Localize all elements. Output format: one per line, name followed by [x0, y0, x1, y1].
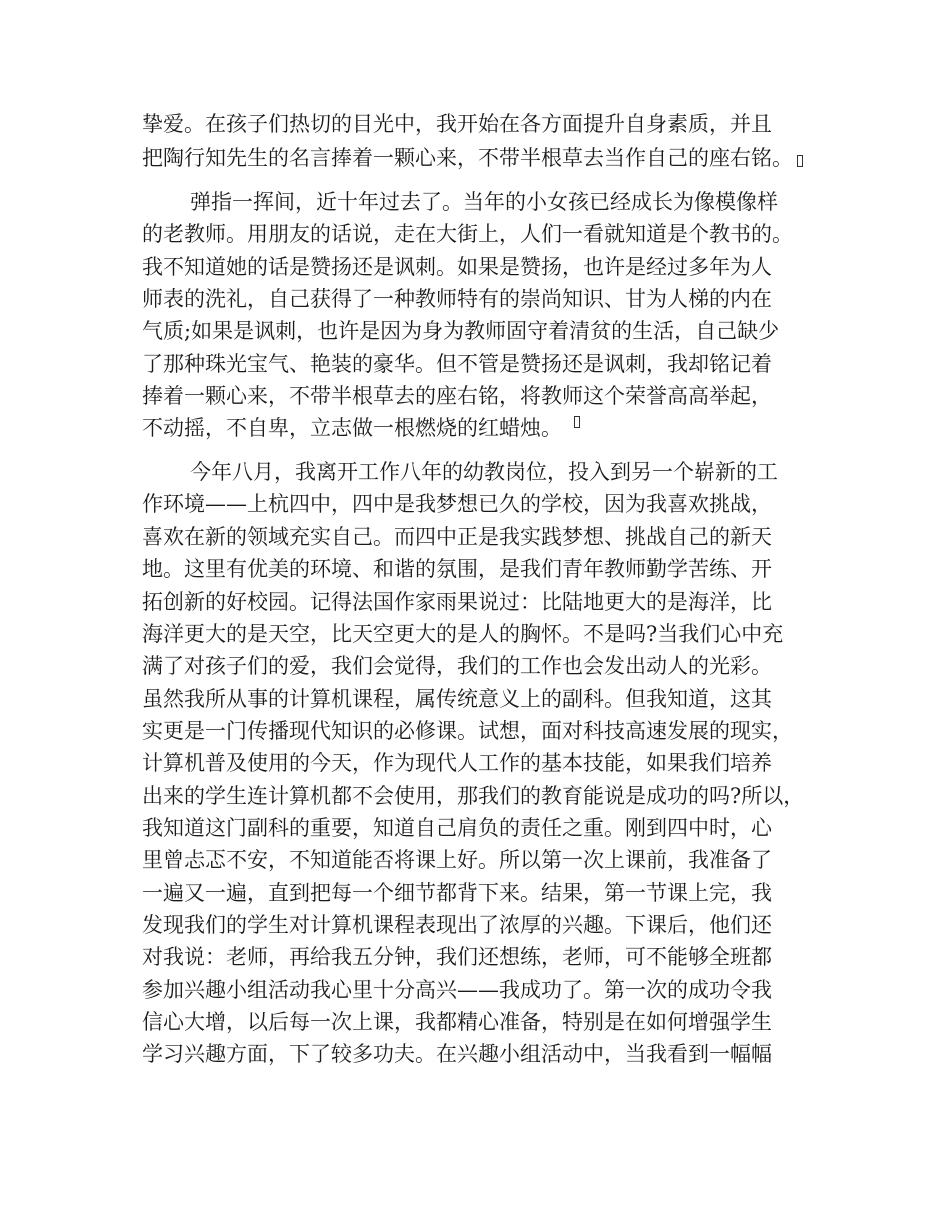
- text-line: 虽然我所从事的计算机课程，属传统意义上的副科。但我知道，这其: [142, 687, 772, 711]
- text-line: 师表的洗礼，自己获得了一种教师特有的崇尚知识、甘为人梯的内在: [142, 287, 772, 311]
- text-line: 发现我们的学生对计算机课程表现出了浓厚的兴趣。下课后，他们还: [142, 913, 772, 937]
- text-line: 拓创新的好校园。记得法国作家雨果说过：比陆地更大的是海洋，比: [142, 590, 772, 614]
- paragraph-mark-icon: [797, 155, 803, 167]
- text-line: 海洋更大的是天空，比天空更大的是人的胸怀。不是吗?当我们心中充: [142, 622, 784, 646]
- text-line: 弹指一挥间，近十年过去了。当年的小女孩已经成长为像模像样: [190, 190, 778, 214]
- text-line: 地。这里有优美的环境、和谐的氛围，是我们青年教师勤学苦练、开: [142, 557, 772, 581]
- paragraph-mark-holder: [574, 416, 580, 428]
- text-line: 挚爱。在孩子们热切的目光中，我开始在各方面提升自身素质，并且: [142, 112, 772, 136]
- text-line: 作环境——上杭四中，四中是我梦想已久的学校，因为我喜欢挑战，: [142, 492, 772, 516]
- text-line: 信心大增，以后每一次上课，我都精心准备，特别是在如何增强学生: [142, 1010, 772, 1034]
- text-line: 对我说：老师，再给我五分钟，我们还想练，老师，可不能够全班都: [142, 945, 772, 969]
- text-line: 计算机普及使用的今天，作为现代人工作的基本技能，如果我们培养: [142, 751, 772, 775]
- text-line: 实更是一门传播现代知识的必修课。试想，面对科技高速发展的现实，: [142, 719, 793, 743]
- text-line: 的老教师。用朋友的话说，走在大街上，人们一看就知道是个教书的。: [142, 222, 793, 246]
- text-line: 学习兴趣方面，下了较多功夫。在兴趣小组活动中，当我看到一幅幅: [142, 1042, 772, 1066]
- text-line: 捧着一颗心来，不带半根草去的座右铭，将教师这个荣誉高高举起，: [142, 384, 772, 408]
- text-line: 满了对孩子们的爱，我们会觉得，我们的工作也会发出动人的光彩。: [142, 654, 772, 678]
- text-line: 我知道这门副科的重要，知道自己肩负的责任之重。刚到四中时，心: [142, 816, 772, 840]
- text-line: 我不知道她的话是赞扬还是讽刺。如果是赞扬，也许是经过多年为人: [142, 255, 772, 279]
- text-line: 气质;如果是讽刺，也许是因为身为教师固守着清贫的生活，自己缺少: [142, 319, 780, 343]
- text-line: 出来的学生连计算机都不会使用，那我们的教育能说是成功的吗?所以，: [142, 784, 805, 808]
- text-line: 参加兴趣小组活动我心里十分高兴——我成功了。第一次的成功令我: [142, 978, 772, 1002]
- text-line: 不动摇，不自卑，立志做一根燃烧的红蜡烛。: [142, 416, 562, 440]
- paragraph-mark-icon: [574, 416, 580, 428]
- text-line: 了那种珠光宝气、艳装的豪华。但不管是赞扬还是讽刺，我却铭记着: [142, 352, 772, 376]
- text-line: 一遍又一遍，直到把每一个细节都背下来。结果，第一节课上完，我: [142, 881, 772, 905]
- text-line-content: 把陶行知先生的名言捧着一颗心来，不带半根草去当作自己的座右铭。: [142, 146, 793, 170]
- text-line: [142, 143, 803, 173]
- text-line: 今年八月，我离开工作八年的幼教岗位，投入到另一个崭新的工: [190, 460, 778, 484]
- text-line: 喜欢在新的领域充实自己。而四中正是我实践梦想、挑战自己的新天: [142, 525, 772, 549]
- text-line: 里曾忐忑不安，不知道能否将课上好。所以第一次上课前，我准备了: [142, 848, 772, 872]
